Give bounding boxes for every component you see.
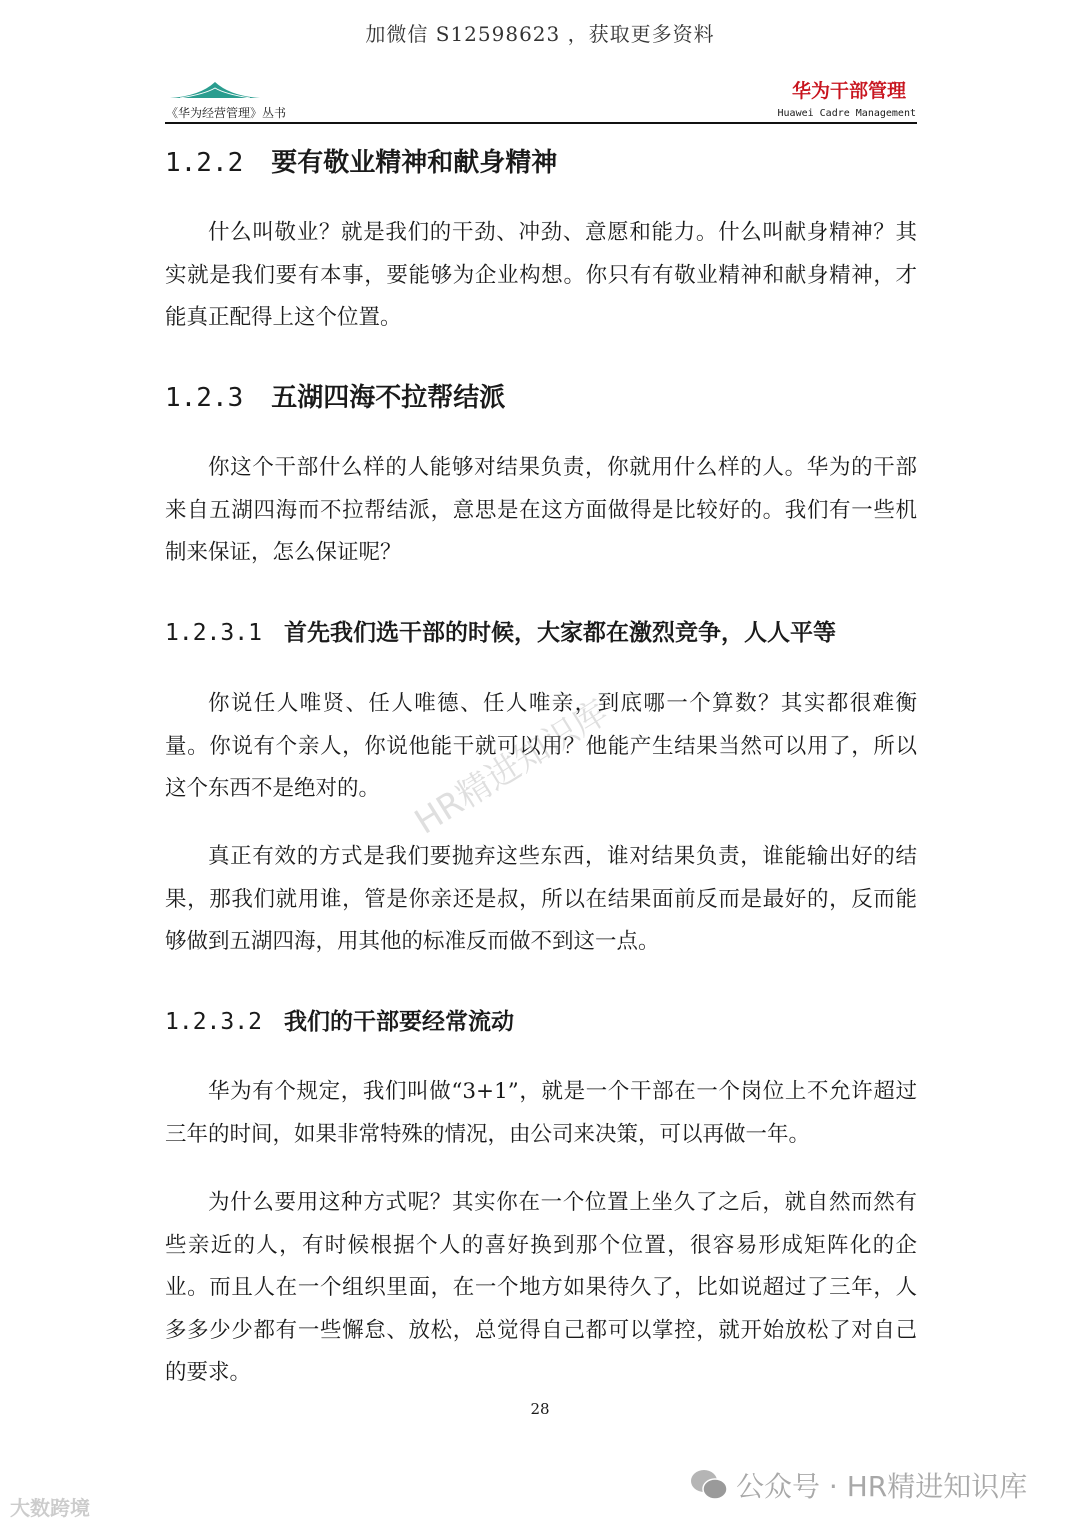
- section-title: 我们的干部要经常流动: [283, 1008, 514, 1035]
- series-title: 《华为经营管理》丛书: [166, 106, 287, 120]
- paragraph: 真正有效的方式是我们要抛弃这些东西，谁对结果负责，谁能输出好的结果，那我们就用谁，管是你亲还是叔，所以在结果面前反而是最好的，反而能够做到五湖四海，用其他的标准反而做不到这一点。: [165, 844, 917, 954]
- paragraph: 什么叫敬业？就是我们的干劲、冲劲、意愿和能力。什么叫献身精神？其实就是我们要有本事，要能够为企业构想。你只有有敬业精神和献身精神，才能真正配得上这个位置。: [165, 220, 917, 330]
- wechat-icon: [690, 1468, 728, 1502]
- section-number: 1.2.3.2: [165, 1009, 262, 1035]
- section-number: 1.2.3.1: [165, 620, 262, 646]
- mountain-logo-icon: [170, 80, 260, 100]
- wechat-watermark: [690, 1465, 1027, 1505]
- paragraph: 为什么要用这种方式呢？其实你在一个位置上坐久了之后，就自然而然有些亲近的人，有时候根据个人的喜好换到那个位置，很容易形成矩阵化的企业。而且人在一个组织里面，在一个地方如果待久了，比如说超过了三年，人多多少少都有一些懈怠、放松，总觉得自己都可以掌控，就开始放松了对自己的要求。: [165, 1190, 917, 1385]
- section-title: 五湖四海不拉帮结派: [271, 383, 506, 413]
- section-heading: [165, 1003, 514, 1036]
- top-note: 加微信 S12598623 ，获取更多资料: [365, 22, 715, 46]
- paragraph: 华为有个规定，我们叫做“3+1”，就是一个干部在一个岗位上不允许超过三年的时间，如果非常特殊的情况，由公司来决策，可以再做一年。: [165, 1079, 917, 1147]
- page-number: 28: [530, 1400, 550, 1418]
- corner-watermark: 大数跨境: [10, 1496, 90, 1520]
- section-number: 1.2.3: [165, 383, 244, 413]
- header-rule: [165, 122, 917, 124]
- diagonal-watermark: HR精进知识库: [407, 692, 616, 843]
- wechat-watermark-text: 公众号 · HR精进知识库: [736, 1470, 1028, 1503]
- brand-title: 华为干部管理: [791, 80, 906, 102]
- section-title: 首先我们选干部的时候，大家都在激烈竞争，人人平等: [283, 619, 836, 646]
- section-number: 1.2.2: [165, 148, 244, 178]
- paragraph: 你说任人唯贤、任人唯德、任人唯亲，到底哪一个算数？其实都很难衡量。你说有个亲人，你说他能干就可以用？他能产生结果当然可以用了，所以这个东西不是绝对的。: [165, 691, 917, 801]
- paragraph: 你这个干部什么样的人能够对结果负责，你就用什么样的人。华为的干部来自五湖四海而不拉帮结派，意思是在这方面做得是比较好的。我们有一些机制来保证，怎么保证呢？: [165, 455, 917, 565]
- section-heading: [165, 614, 836, 647]
- section-title: 要有敬业精神和献身精神: [271, 148, 558, 178]
- brand-subtitle: Huawei Cadre Management: [777, 108, 916, 119]
- section-heading: [165, 142, 557, 179]
- section-heading: [165, 377, 505, 414]
